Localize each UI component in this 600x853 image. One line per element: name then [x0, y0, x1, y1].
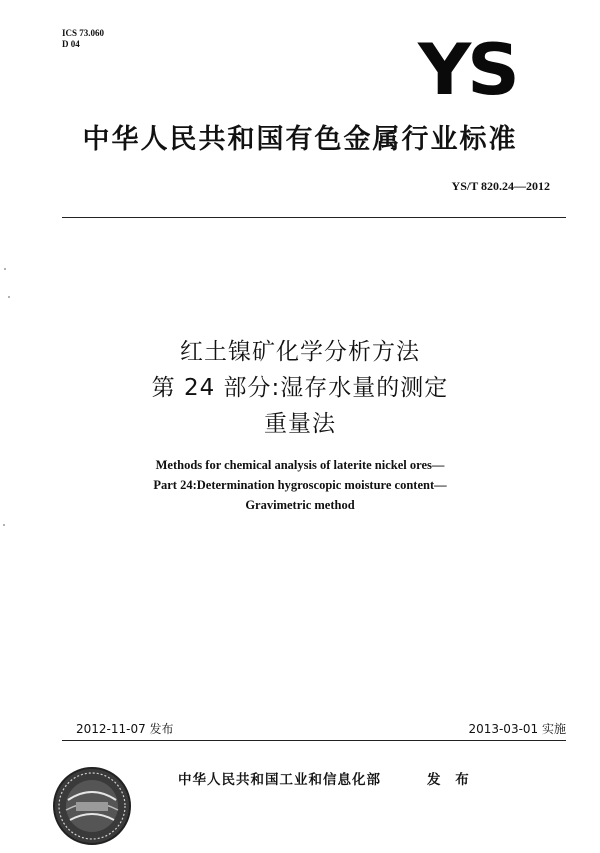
ys-logo: YS [418, 29, 516, 111]
title-cn-line3: 重量法 [264, 411, 336, 437]
issue-label: 发 布 [427, 772, 474, 788]
issue-date: 2012-11-07 发布 [76, 722, 174, 736]
title-en-line1: Methods for chemical analysis of laterite nickel ores— [155, 458, 445, 472]
standard-code: YS/T 820.24—2012 [451, 179, 550, 193]
title-cn-line2: 第 24 部分:湿存水量的测定 [151, 375, 449, 401]
title-en-line3: Gravimetric method [245, 498, 355, 512]
title-en-line2: Part 24:Determination hygroscopic moisture content— [153, 478, 447, 492]
scan-speck [3, 524, 5, 526]
ccs-code: D 04 [62, 39, 80, 49]
implementation-date: 2013-03-01 实施 [468, 722, 566, 736]
scan-speck [8, 296, 10, 298]
issuing-authority: 中华人民共和国工业和信息化部 [178, 772, 381, 788]
classification-codes [62, 28, 104, 50]
header-divider [62, 217, 566, 218]
scan-speck [4, 268, 6, 270]
title-cn-line1: 红土镍矿化学分析方法 [180, 339, 420, 365]
anti-counterfeit-seal-icon [52, 766, 132, 846]
footer-divider [62, 740, 566, 741]
standard-title: 中华人民共和国有色金属行业标准 [82, 124, 518, 155]
ics-code: ICS 73.060 [62, 28, 105, 38]
